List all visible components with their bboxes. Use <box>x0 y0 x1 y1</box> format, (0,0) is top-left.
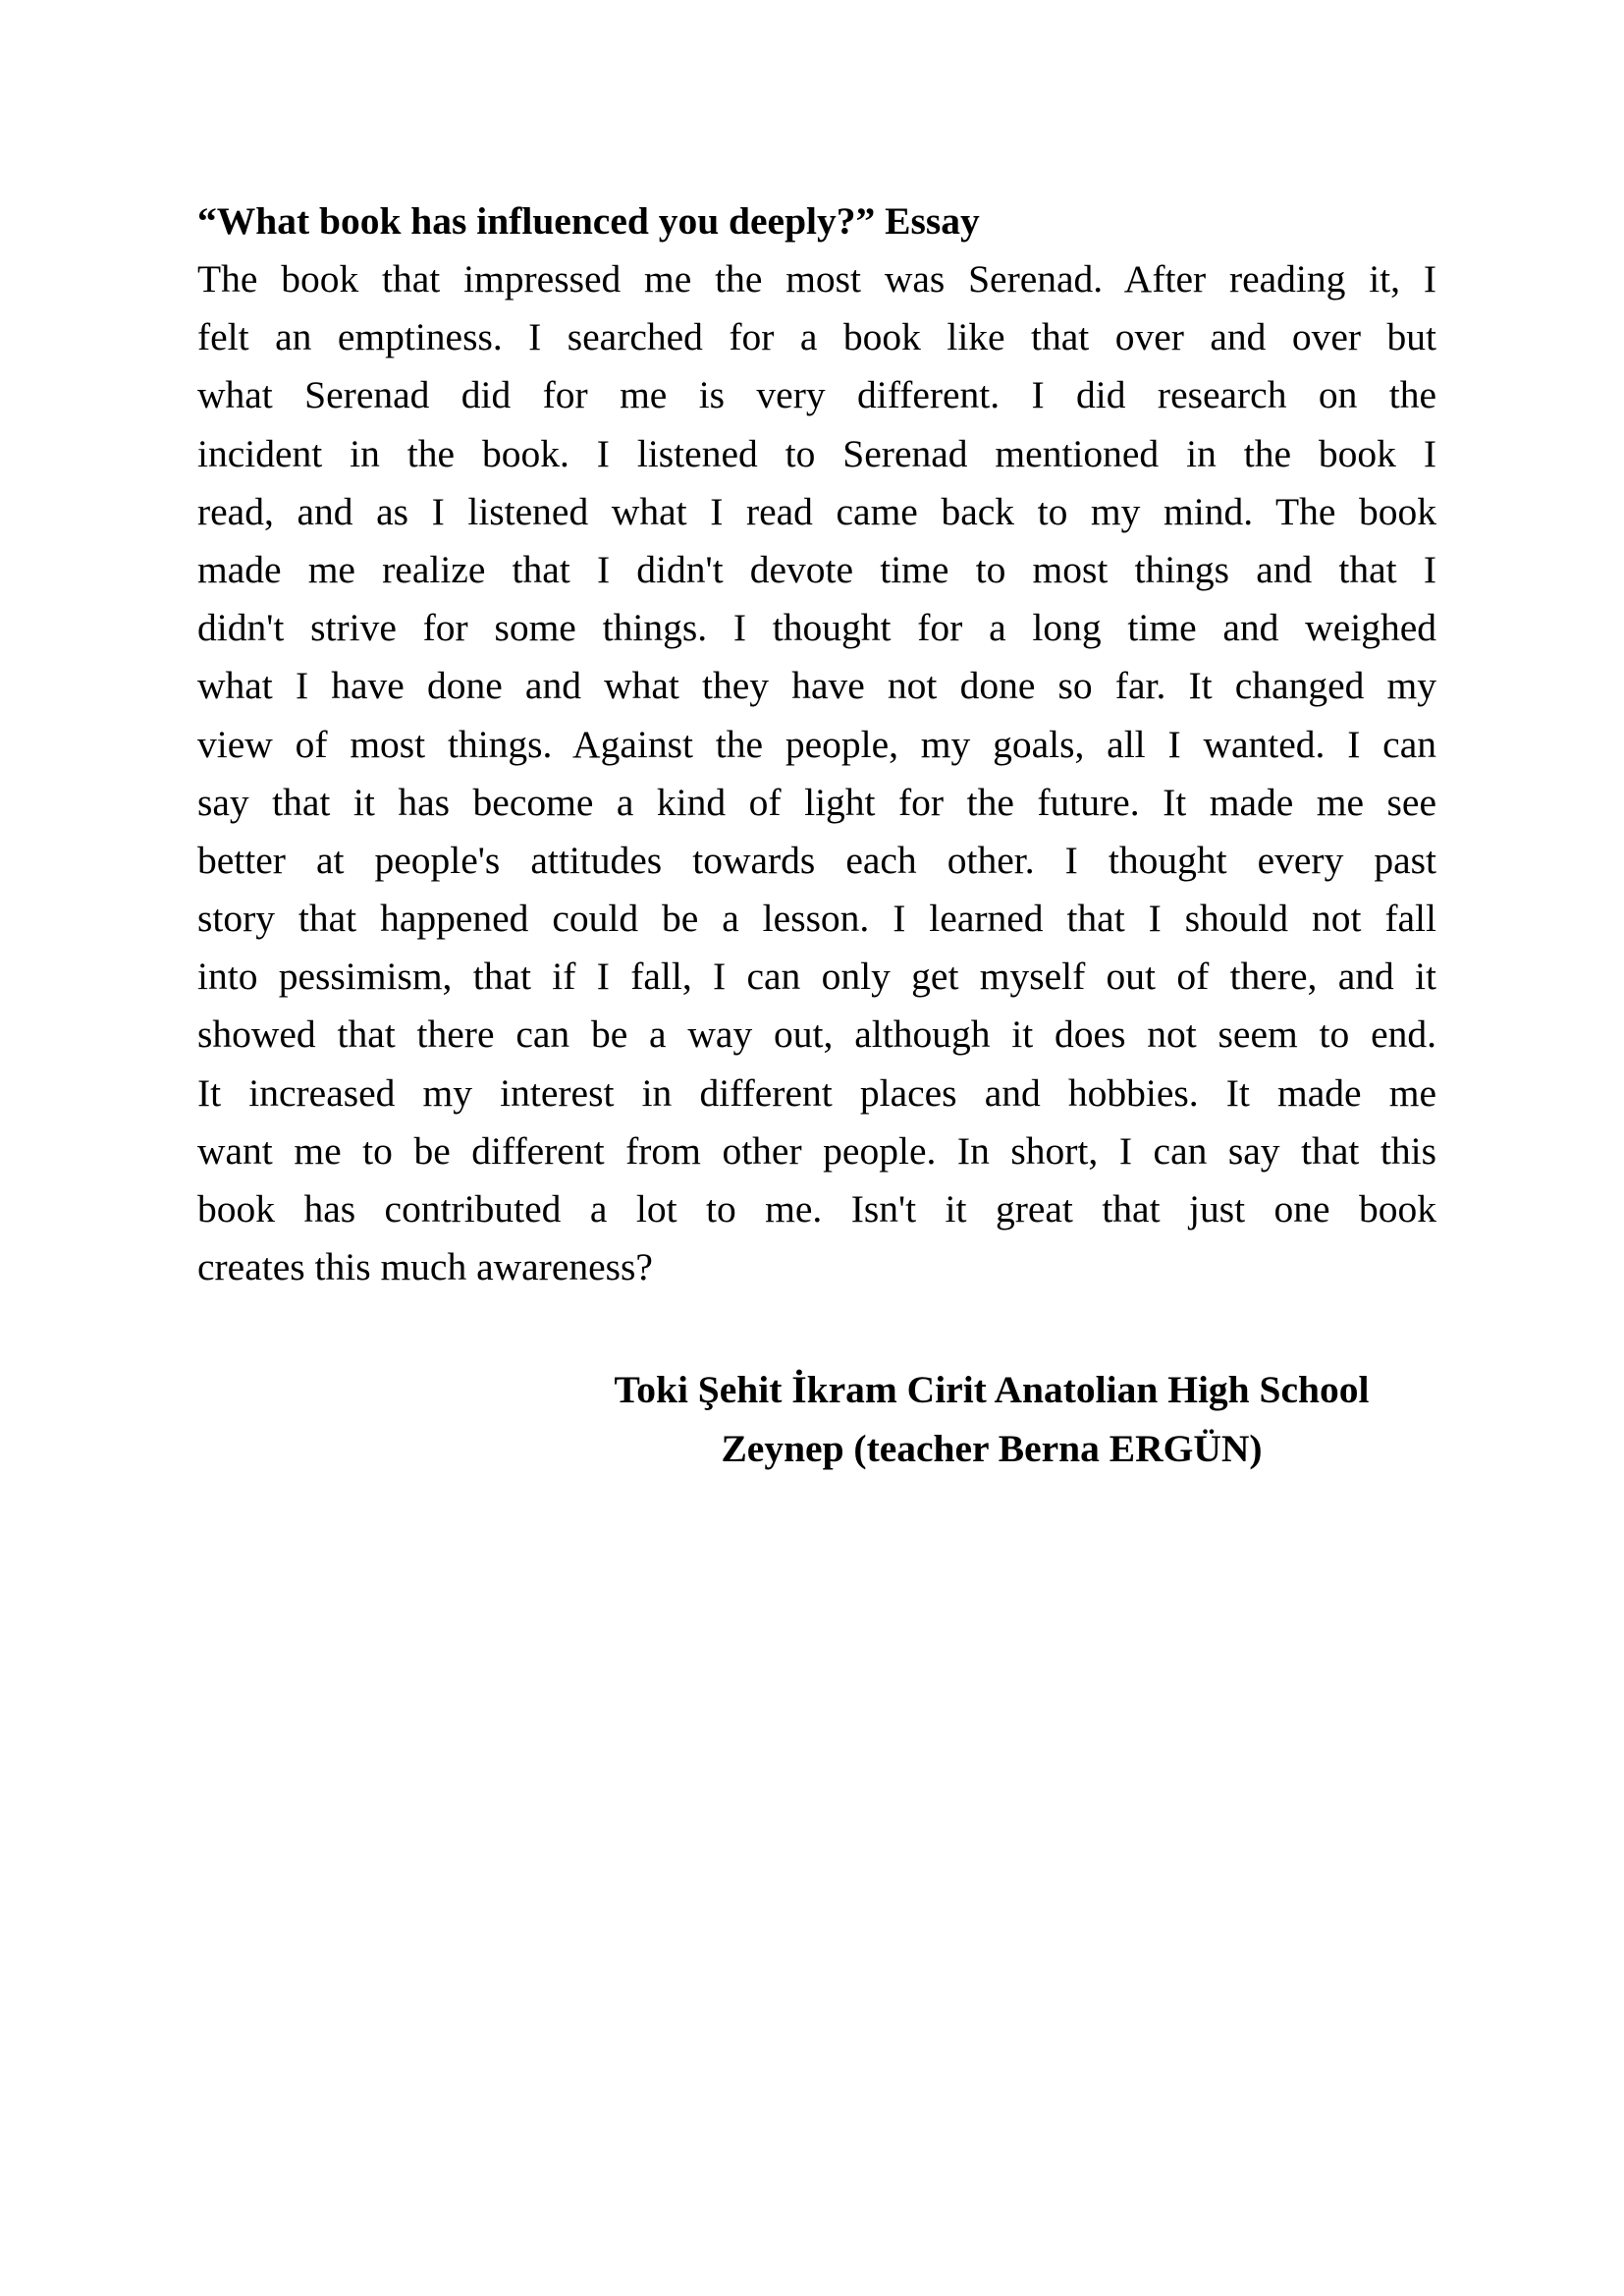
essay-line: It increased my interest in different places and hobbies. It made me <box>197 1070 1436 1115</box>
essay-line: say that it has become a kind of light for the future. It made me see <box>197 780 1436 824</box>
essay-line: story that happened could be a lesson. I learned that I should not fall <box>197 897 1436 941</box>
essay-line: better at people's attitudes towards each other. I thought every past <box>197 838 1436 882</box>
essay-line: didn't strive for some things. I thought for a long time and weighed <box>197 606 1436 650</box>
essay-line: what Serenad did for me is very different. I did research on the <box>197 373 1436 417</box>
essay-line: view of most things. Against the people, my goals, all I wanted. I can <box>197 722 1436 766</box>
essay-line: want me to be different from other people. In short, I can say that this <box>197 1128 1436 1173</box>
author-credit: Zeynep (teacher Berna ERGÜN) <box>721 1427 1263 1470</box>
essay-body <box>197 250 1436 1296</box>
essay-line: made me realize that I didn't devote time to most things and that I <box>197 547 1436 591</box>
essay-line: what I have done and what they have not done so far. It changed my <box>197 664 1436 708</box>
essay-line: showed that there can be a way out, although it does not seem to end. <box>197 1012 1436 1057</box>
essay-line: felt an emptiness. I searched for a book like that over and over but <box>197 315 1436 359</box>
essay-line: book has contributed a lot to me. Isn't it great that just one book <box>197 1187 1436 1230</box>
essay-line: incident in the book. I listened to Serenad mentioned in the book I <box>197 431 1436 475</box>
essay-line: creates this much awareness? <box>197 1245 653 1289</box>
essay-line: The book that impressed me the most was Serenad. After reading it, I <box>197 257 1436 301</box>
essay-title: “What book has influenced you deeply?” Essay <box>197 199 980 243</box>
essay-line: into pessimism, that if I fall, I can only get myself out of there, and it <box>197 955 1436 999</box>
school-name: Toki Şehit İkram Cirit Anatolian High School <box>614 1368 1370 1411</box>
signature-block <box>550 1360 1434 1478</box>
essay-line: read, and as I listened what I read came back to my mind. The book <box>197 489 1436 533</box>
essay <box>197 192 1436 1296</box>
